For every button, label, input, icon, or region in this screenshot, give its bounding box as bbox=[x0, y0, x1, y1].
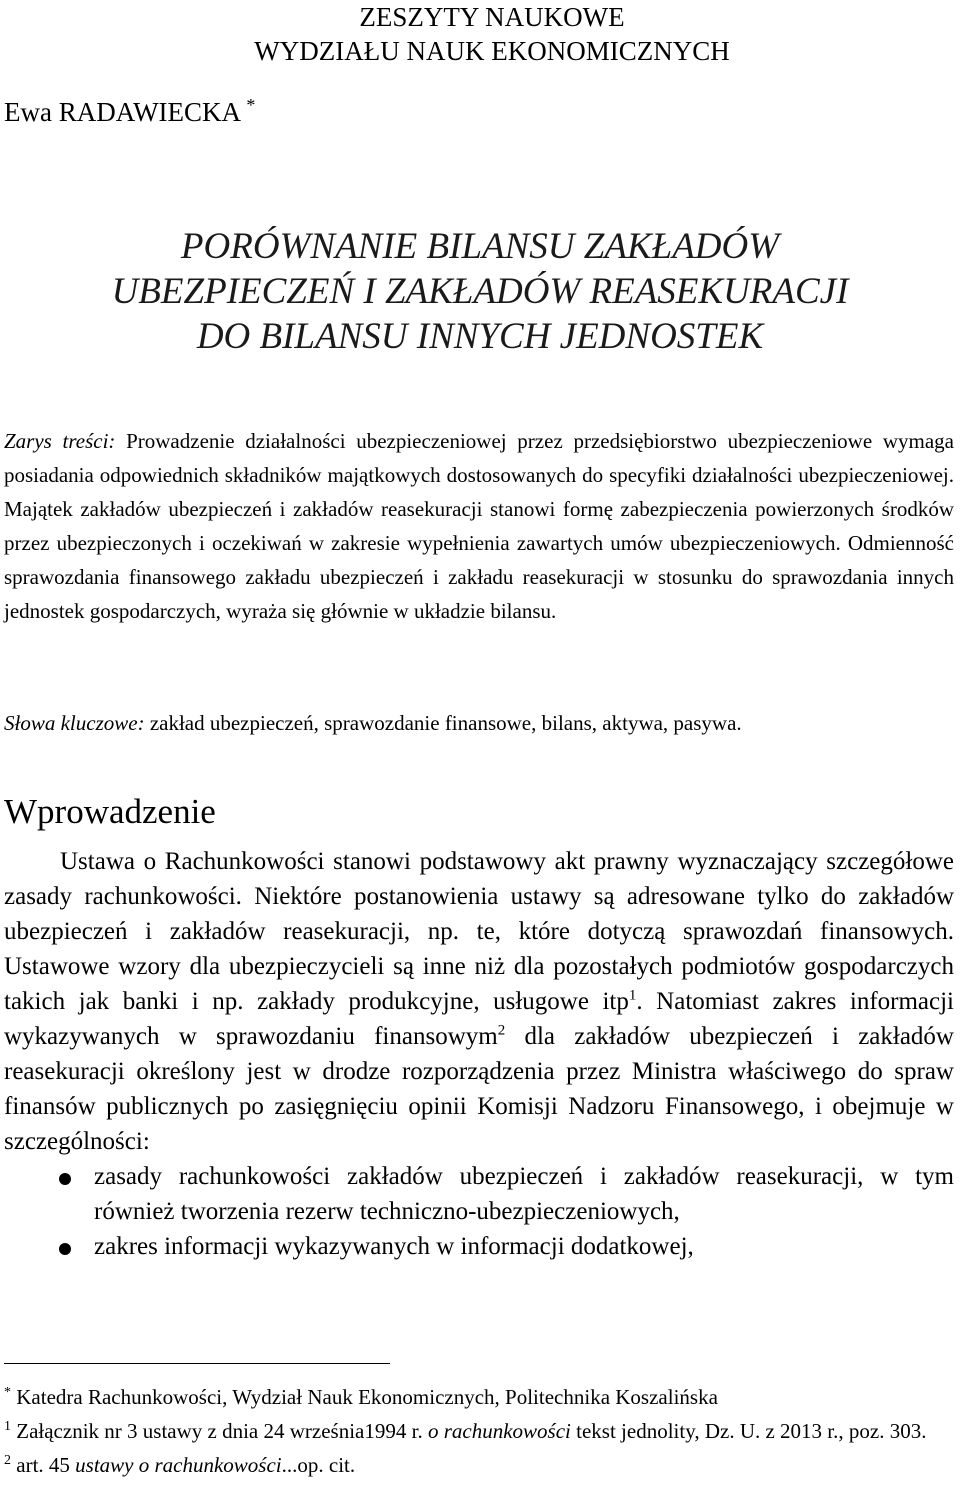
title-line3: DO BILANSU INNYCH JEDNOSTEK bbox=[196, 316, 764, 357]
footnote-text: tekst jednolity, Dz. U. z 2013 r., poz. 303. bbox=[570, 1419, 927, 1443]
footnote-italic: o rachunkowości bbox=[427, 1419, 571, 1443]
footnote-affiliation bbox=[4, 1378, 954, 1412]
section-heading: Wprowadzenie bbox=[4, 792, 216, 831]
paragraph-text-b: . Natomiast zakres informacji wykazywanych w sprawozdaniu finansowym bbox=[4, 988, 955, 1050]
body-paragraph bbox=[4, 844, 954, 1159]
keywords-label: Słowa kluczowe: bbox=[4, 711, 145, 735]
title-line1: PORÓWNANIE BILANSU ZAKŁADÓW bbox=[180, 226, 780, 267]
keywords-text: zakład ubezpieczeń, sprawozdanie finansowe, bilans, aktywa, pasywa. bbox=[149, 711, 742, 735]
author-footnote-mark: * bbox=[246, 95, 256, 115]
list-item-text: zakres informacji wykazywanych w informacji dodatkowej, bbox=[94, 1233, 694, 1260]
keywords bbox=[4, 706, 954, 740]
bullet-icon bbox=[59, 1243, 71, 1255]
author-name: Ewa RADAWIECKA bbox=[4, 97, 240, 127]
journal-name-line2: WYDZIAŁU NAUK EKONOMICZNYCH bbox=[254, 36, 730, 66]
footnote-ref-2: 2 bbox=[497, 1022, 506, 1039]
footnote-italic: ustawy o rachunkowości bbox=[75, 1453, 282, 1477]
footnote-ref-1: 1 bbox=[628, 987, 637, 1004]
footnotes bbox=[4, 1378, 954, 1480]
author bbox=[4, 88, 255, 129]
footnote-1 bbox=[4, 1412, 954, 1446]
footnote-2 bbox=[4, 1446, 954, 1480]
article-title bbox=[0, 224, 960, 359]
footnote-text: Katedra Rachunkowości, Wydział Nauk Ekonomicznych, Politechnika Koszalińska bbox=[11, 1385, 718, 1409]
section-body bbox=[4, 844, 954, 1264]
footnote-text: ...op. cit. bbox=[281, 1453, 356, 1477]
bullet-icon bbox=[59, 1173, 71, 1185]
journal-name-line1: ZESZYTY NAUKOWE bbox=[359, 2, 625, 32]
footnote-divider bbox=[4, 1363, 390, 1364]
list-item bbox=[94, 1229, 954, 1264]
paragraph-text-a: Ustawa o Rachunkowości stanowi podstawowy akt prawny wyznaczający szczegółowe zasady rachunkowości. Niektóre postanowienia ustawy są adresowane tylko do zakładów ubezpieczeń i zakładów reasekuracji, np. te, które dotyczą sprawozdań finansowych. Ustawowe wzory dla ubezpieczycieli są inne niż dla pozostałych podmiotów gospodarczych takich jak banki i np. zakłady produkcyjne, usługowe itp bbox=[4, 848, 954, 1015]
footnote-text: Załącznik nr 3 ustawy z dnia 24 września1994 r. bbox=[11, 1419, 428, 1443]
footnote-mark: 2 bbox=[4, 1453, 11, 1468]
footnote-mark: 1 bbox=[4, 1419, 11, 1434]
title-line2: UBEZPIECZEŃ I ZAKŁADÓW REASEKURACJI bbox=[111, 271, 849, 312]
abstract-text: Prowadzenie działalności ubezpieczeniowej przez przedsiębiorstwo ubezpieczeniowe wymaga posiadania odpowiednich składników majątkowych dostosowanych do specyfiki działalności ubezpieczeniowej. Majątek zakładów ubezpieczeń i zakładów reasekuracji stanowi formę zabezpieczenia powierzonych środków przez ubezpieczonych i oczekiwań w zakresie wypełnienia zawartych umów ubezpieczeniowych. Odmienność sprawozdania finansowego zakładu ubezpieczeń i zakładu reasekuracji w stosunku do sprawozdania innych jednostek gospodarczych, wyraża się głównie w układzie bilansu. bbox=[4, 429, 954, 623]
bullet-list bbox=[4, 1159, 954, 1264]
abstract bbox=[4, 424, 954, 628]
list-item bbox=[94, 1159, 954, 1229]
footnote-mark: * bbox=[4, 1385, 11, 1400]
list-item-text: zasady rachunkowości zakładów ubezpieczeń i zakładów reasekuracji, w tym również tworzenia rezerw techniczno-ubezpieczeniowych, bbox=[94, 1163, 954, 1225]
paragraph-text-c: dla zakładów ubezpieczeń i zakładów reasekuracji określony jest w drodze rozporządzenia przez Ministra właściwego do spraw finansów publicznych po zasięgnięciu opinii Komisji Nadzoru Finansowego, i obejmuje w szczególności: bbox=[4, 1023, 954, 1155]
footnote-text: art. 45 bbox=[11, 1453, 76, 1477]
journal-header bbox=[222, 0, 762, 68]
abstract-label: Zarys treści: bbox=[4, 429, 116, 453]
